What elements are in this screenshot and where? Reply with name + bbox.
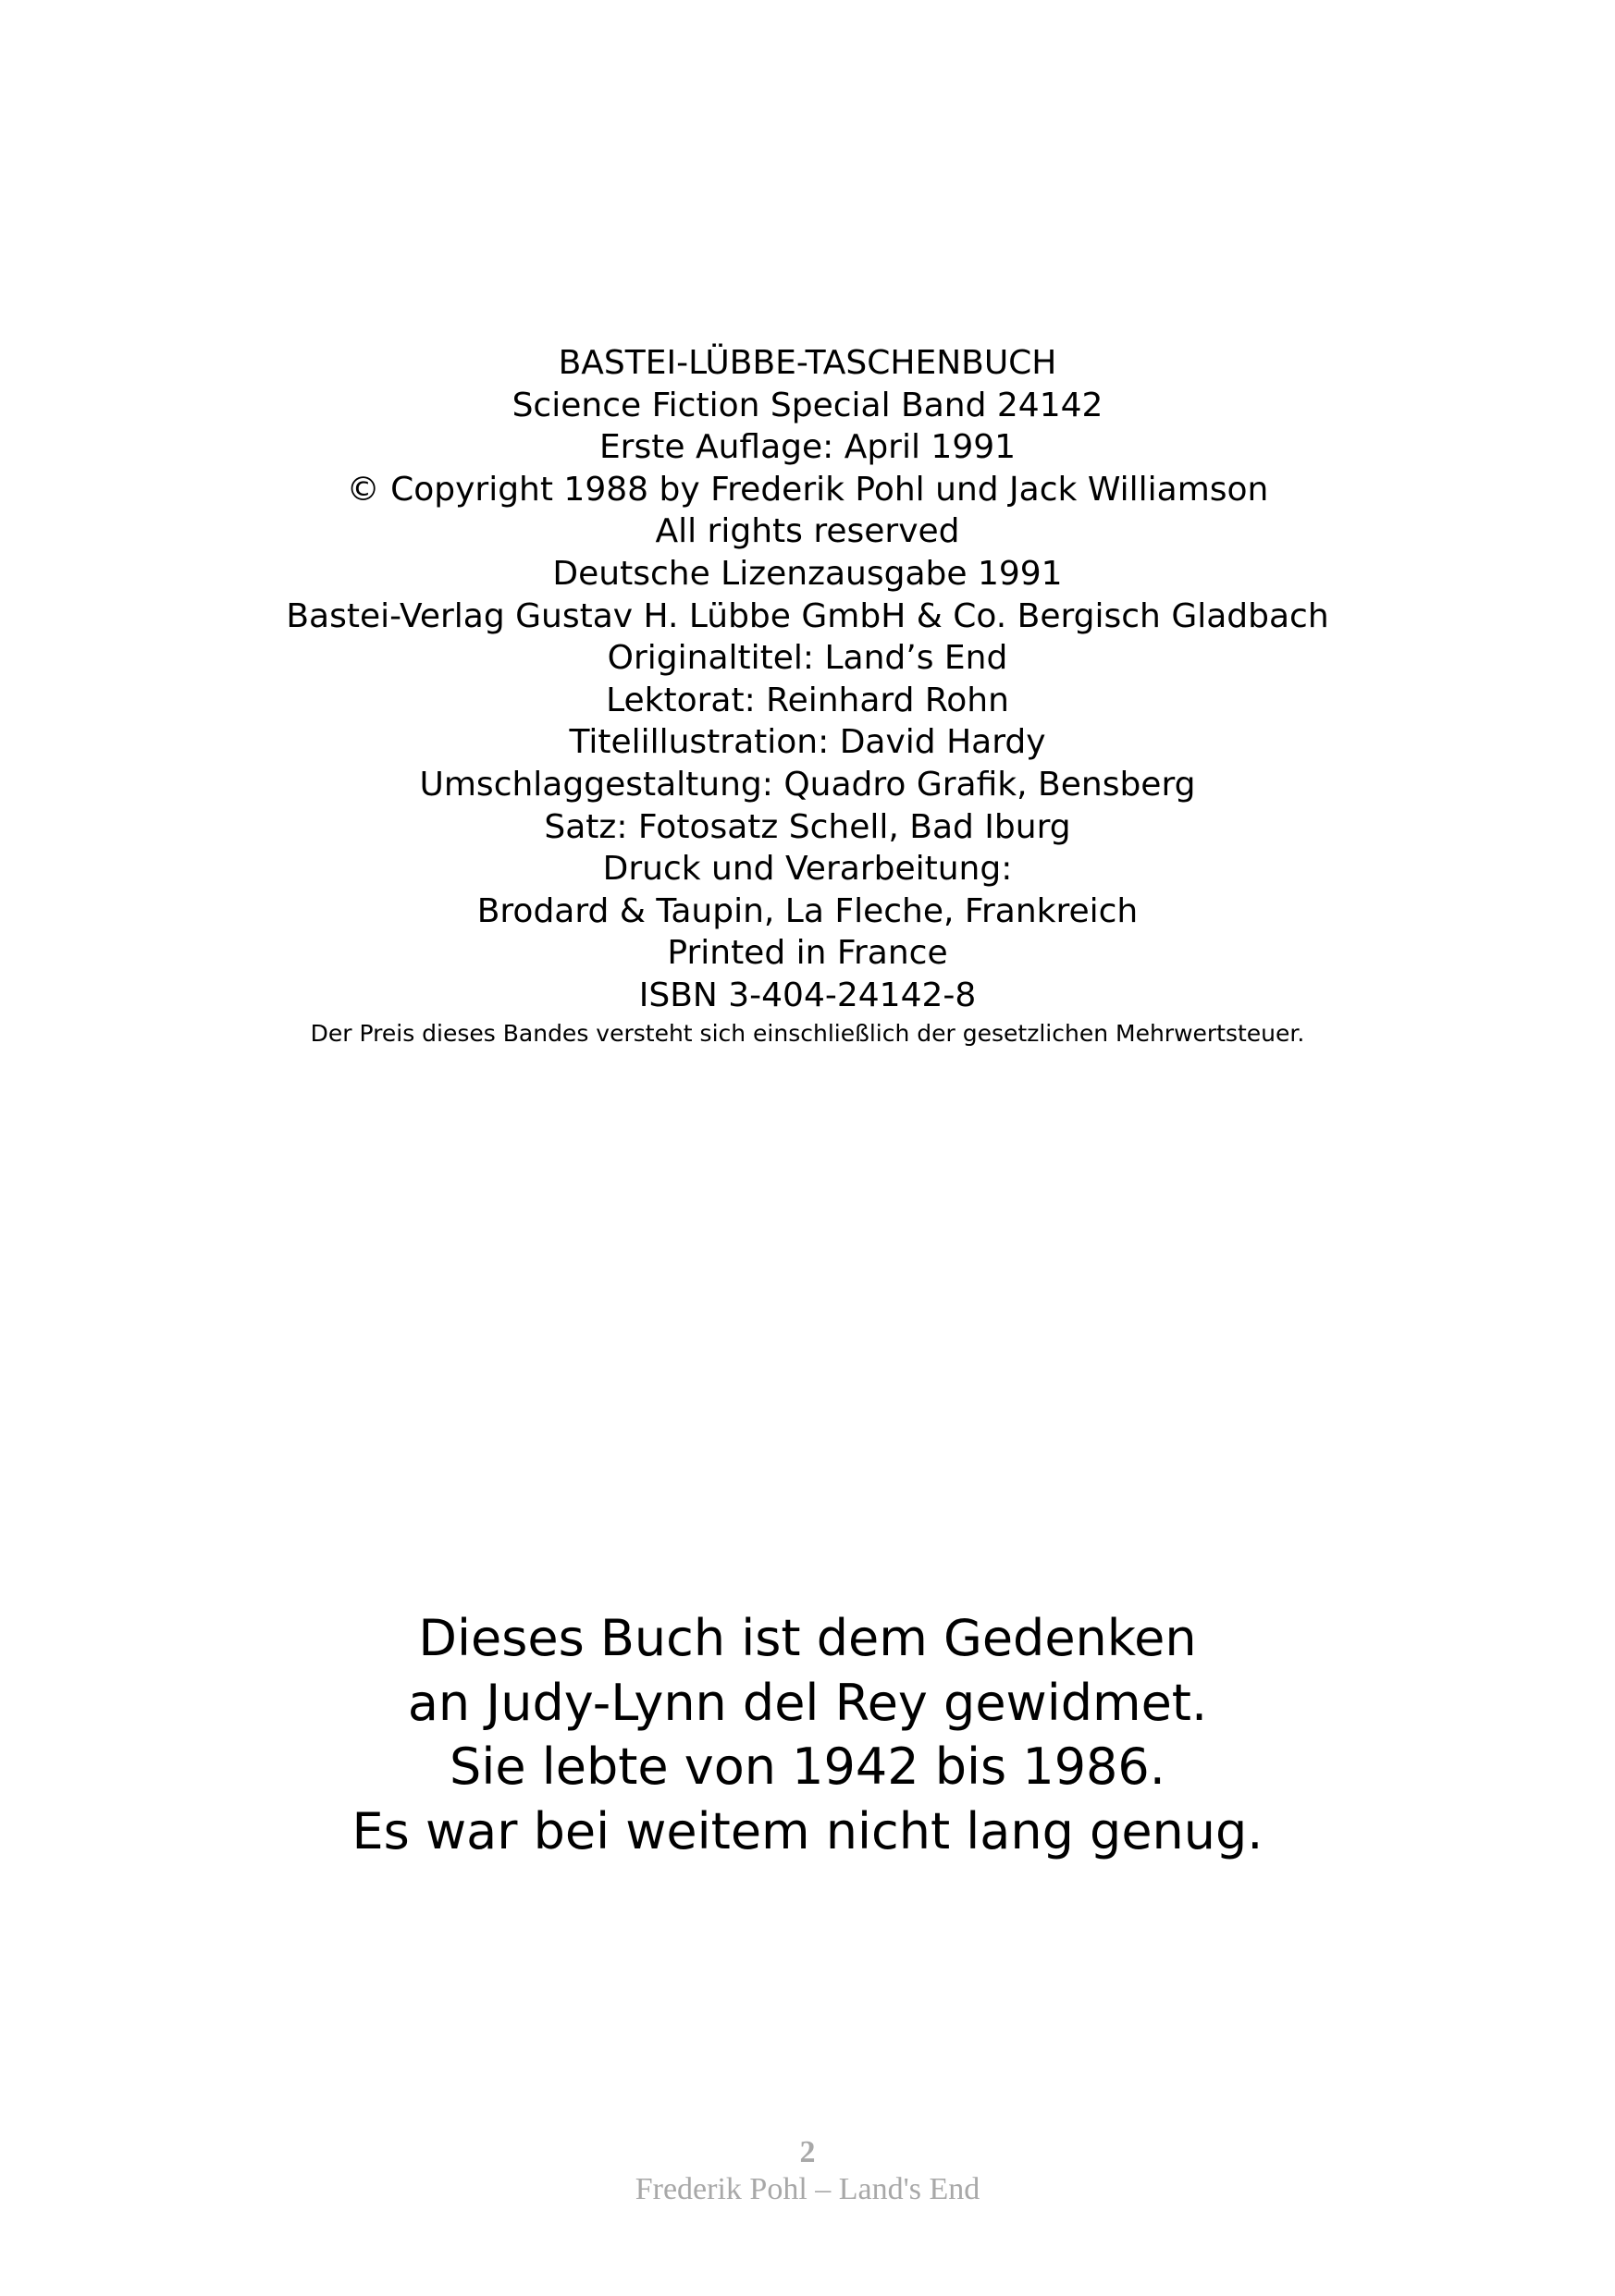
imprint-edition: Erste Auflage: April 1991 bbox=[598, 428, 1017, 467]
imprint-rights: All rights reserved bbox=[655, 512, 960, 551]
imprint-isbn: ISBN 3-404-24142-8 bbox=[638, 976, 977, 1014]
page-number: 2 bbox=[799, 2135, 816, 2169]
dedication-line: Dieses Buch ist dem Gedenken bbox=[418, 1609, 1197, 1667]
imprint-editor: Lektorat: Reinhard Rohn bbox=[606, 681, 1009, 719]
imprint-series: BASTEI-LÜBBE-TASCHENBUCH bbox=[558, 344, 1057, 382]
imprint-printed-in: Printed in France bbox=[667, 934, 948, 973]
dedication-block bbox=[0, 1606, 1615, 1863]
running-title: Frederik Pohl – Land's End bbox=[635, 2172, 980, 2206]
imprint-copyright: © Copyright 1988 by Frederik Pohl und Jack Williamson bbox=[346, 470, 1269, 509]
imprint-band: Science Fiction Special Band 24142 bbox=[512, 386, 1103, 424]
imprint-block bbox=[0, 342, 1615, 1050]
imprint-cover-design: Umschlaggestaltung: Quadro Grafik, Bensberg bbox=[419, 765, 1196, 804]
imprint-printing-label: Druck und Verarbeitung: bbox=[602, 850, 1013, 889]
imprint-original-title: Originaltitel: Land’s End bbox=[607, 639, 1008, 678]
imprint-publisher: Bastei-Verlag Gustav H. Lübbe GmbH & Co. Bergisch Gladbach bbox=[286, 596, 1329, 635]
dedication-line: Es war bei weitem nicht lang genug. bbox=[351, 1801, 1264, 1860]
imprint-price-note: Der Preis dieses Bandes versteht sich einschließlich der gesetzlichen Mehrwertsteuer. bbox=[310, 1019, 1305, 1047]
imprint-cover-illustration: Titelillustration: David Hardy bbox=[569, 723, 1046, 762]
imprint-typesetting: Satz: Fotosatz Schell, Bad Iburg bbox=[544, 807, 1071, 846]
imprint-license: Deutsche Lizenzausgabe 1991 bbox=[552, 554, 1063, 593]
dedication-line: Sie lebte von 1942 bis 1986. bbox=[450, 1737, 1165, 1796]
dedication-line: an Judy-Lynn del Rey gewidmet. bbox=[407, 1673, 1208, 1732]
imprint-printer: Brodard & Taupin, La Fleche, Frankreich bbox=[476, 891, 1139, 930]
page-footer bbox=[0, 2134, 1615, 2208]
